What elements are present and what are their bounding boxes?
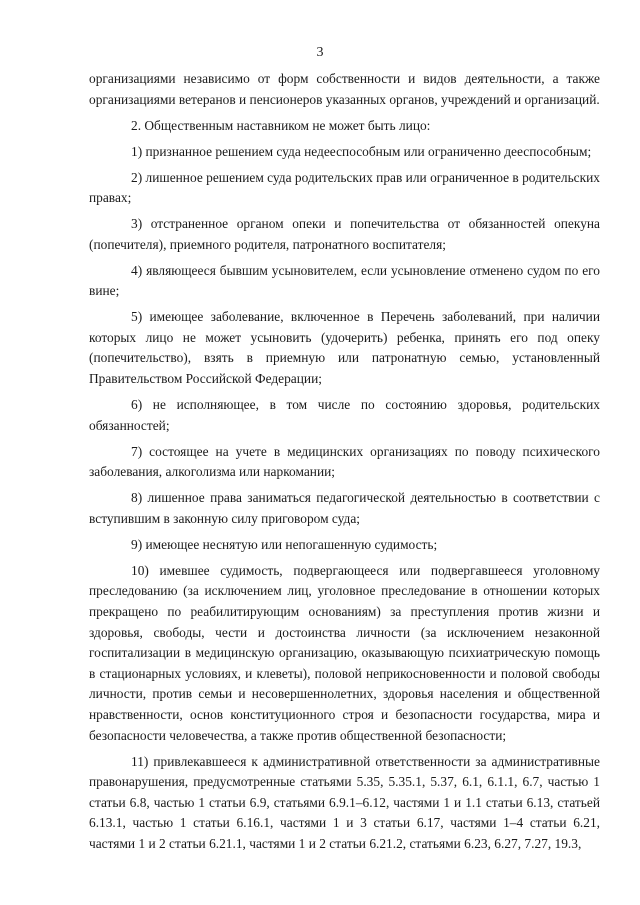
paragraph-item-2: 2) лишенное решением суда родительских прав или ограниченное в родительских правах; bbox=[89, 169, 600, 206]
document-body bbox=[89, 69, 600, 854]
paragraph-item-1: 1) признанное решением суда недееспособным или ограниченно дееспособным; bbox=[131, 143, 592, 159]
paragraph-continuation: организациями независимо от форм собственности и видов деятельности, а также организациями ветеранов и пенсионеров указанных органов, учреждений и организаций. bbox=[89, 71, 600, 107]
paragraph-item-6: 6) не исполняющее, в том числе по состоянию здоровья, родительских обязанностей; bbox=[89, 397, 600, 433]
paragraph-item-2-intro: 2. Общественным наставником не может быть лицо: bbox=[131, 117, 431, 133]
paragraph-item-7: 7) состоящее на учете в медицинских организациях по поводу психического заболевания, алкоголизма или наркомании; bbox=[89, 443, 600, 480]
paragraph-item-11: 11) привлекавшееся к административной ответственности за административные правонарушения, предусмотренные статьями 5.35, 5.35.1, 5.37, 6.1, 6.1.1, 6.7, частью 1 статьи 6.8, частью 1 статьи 6.9, статьями 6.9.1–6.12, частями 1 и 1.1 статьи 6.13, статьей 6.13.1, частью 1 статьи 6.16.1, частями 1 и 3 статьи 6.17, частями 1–4 статьи 6.21, частями 1 и 2 статьи 6.21.1, частями 1 и 2 статьи 6.21.2, статьями 6.23, 6.27, 7.27, 19.3, bbox=[89, 753, 600, 851]
page-number: 3 bbox=[316, 45, 324, 60]
paragraph-item-4: 4) являющееся бывшим усыновителем, если усыновление отменено судом по его вине; bbox=[89, 262, 600, 299]
paragraph-item-3: 3) отстраненное органом опеки и попечительства от обязанностей опекуна (попечителя), приемного родителя, патронатного воспитателя; bbox=[89, 216, 600, 252]
paragraph-item-10: 10) имевшее судимость, подвергающееся или подвергавшееся уголовному преследованию (за исключением лиц, уголовное преследование в отношении которых прекращено по реабилитирующим основаниям) за преступления против жизни и здоровья, свободы, чести и достоинства личности (за исключением незаконной госпитализации в медицинскую организацию, оказывающую психиатрическую помощь в стационарных условиях, и клеветы), половой неприкосновенности и половой свободы личности, против семьи и несовершеннолетних, здоровья населения и общественной нравственности, основ конституционного строя и безопасности государства, мира и безопасности человечества, а также против общественной безопасности; bbox=[89, 562, 600, 743]
paragraph-item-9: 9) имеющее неснятую или непогашенную судимость; bbox=[131, 536, 438, 552]
paragraph-item-5: 5) имеющее заболевание, включенное в Перечень заболеваний, при наличии которых лицо не может усыновить (удочерить) ребенка, принять его под опеку (попечительство), взять в приемную или патронатную семью, установленный Правительством Российской Федерации; bbox=[89, 309, 600, 387]
paragraph-item-8: 8) лишенное права заниматься педагогической деятельностью в соответствии с вступившим в законную силу приговором суда; bbox=[89, 490, 600, 526]
